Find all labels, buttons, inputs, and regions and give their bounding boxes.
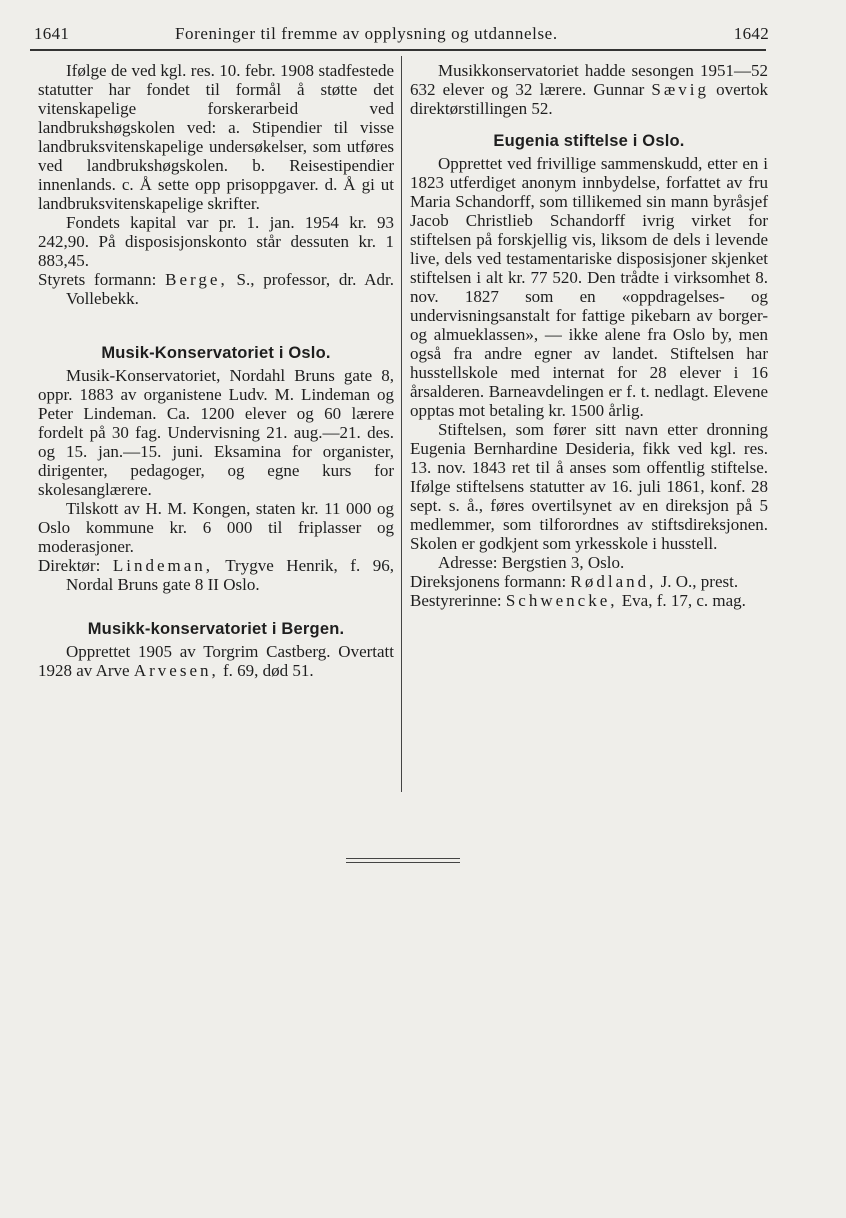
- oslo-director-paragraph: [38, 556, 394, 594]
- headmistress-name: Schwencke,: [505, 591, 618, 610]
- page-header: [30, 20, 769, 50]
- chairman-details: S., professor, dr. Adr. Vollebekk.: [66, 270, 394, 308]
- page-number-right: 1642: [733, 24, 769, 43]
- page-number-left: 1641: [34, 24, 70, 43]
- chairman-name: Berge,: [165, 270, 228, 289]
- running-title: Foreninger til fremme av opplysning og utdannelse.: [175, 24, 558, 43]
- headmistress-label: Bestyrerinne:: [410, 591, 506, 610]
- eugenia-headmistress-paragraph: [410, 591, 768, 610]
- continuation-text-end: overtok direktørstillingen 52.: [410, 80, 768, 118]
- board-chair-name: Rødland,: [570, 572, 657, 591]
- eugenia-history-paragraph: Opprettet ved frivillige sammenskudd, etter en i 1823 utferdiget anonym innbydelse, forfattet av fru Maria Schandorff, som tillikemed sin mann byråsjef Jacob Christlieb Schandorff ivrig virket for stiftelsen på forskjellig vis, liksom de dels i levende live, dels ved testamentariske disposisjoner skjenket stiftelsen i alt kr. 77 520. Den trådte i virksomhet 8. nov. 1827 som en «oppdragelses- og undervisningsanstalt for fattige pikebarn av borger- og almueklassen», — ikke alene fra Oslo by, men også fra andre egner av landet. Stiftelsen har husstellskole med internat for 28 elever i 16 årsalderen. Barneavdelingen er f. t. nedlagt. Elevene opptas mot betaling kr. 1500 årlig.: [410, 154, 768, 420]
- fund-capital-paragraph: Fondets kapital var pr. 1. jan. 1954 kr. 93 242,90. På disposisjonskonto står dessuten kr. 1 883,45.: [38, 213, 394, 270]
- bergen-person-name: Arvesen,: [133, 661, 219, 680]
- end-rule-top: [346, 858, 460, 859]
- eugenia-address: Adresse: Bergstien 3, Oslo.: [438, 553, 625, 572]
- section-heading-musikk-konservatoriet-bergen: Musikk-konservatoriet i Bergen.: [87, 620, 345, 638]
- fund-purpose-paragraph: Ifølge de ved kgl. res. 10. febr. 1908 stadfestede statutter har fondet til formål å støtte det vitenskapelige forskerarbeid ved landbrukshøgskolen ved: a. Stipendier til visse landbruksvitenskapelige undersøkelser, som utføres ved landbrukshøgskolen. b. Reisestipendier innenlands. c. Å sette opp prisoppgaver. d. Å gi ut landbruksvitenskapelige skrifter.: [38, 61, 394, 213]
- fund-chairman-paragraph: [38, 270, 394, 308]
- continuation-text-start: Musikkonservatoriet hadde sesongen 1951—52 632 elever og 32 lærere. Gunnar: [410, 61, 768, 99]
- chairman-label: Styrets formann:: [38, 270, 166, 289]
- director-details: Trygve Henrik, f. 96, Nordal Bruns gate 8 II Oslo.: [66, 556, 394, 594]
- section-heading-musik-konservatoriet-oslo: Musik-Konservatoriet i Oslo.: [101, 344, 331, 362]
- board-chair-label: Direksjonens formann:: [410, 572, 571, 591]
- left-column: [38, 61, 394, 680]
- section-heading-eugenia-stiftelse: Eugenia stiftelse i Oslo.: [493, 132, 685, 150]
- column-divider: [401, 56, 402, 792]
- director-label: Direktør:: [38, 556, 113, 575]
- eugenia-statutes-paragraph: Stiftelsen, som fører sitt navn etter dronning Eugenia Bernhardine Desideria, fikk ved kgl. res. 13. nov. 1843 ret til å anses som offentlig stiftelse. Ifølge stiftelsens statutter av 16. juli 1861, konf. 28 sept. s. å., føres overtilsynet av en direksjon på 5 medlemmer, som tilforordnes av stiftsdireksjonen. Skolen er godkjent som yrkesskole i husstell.: [410, 420, 768, 553]
- continuation-person-name: Sævig: [651, 80, 709, 99]
- bergen-text-end: f. 69, død 51.: [218, 661, 314, 680]
- bergen-text-start: Opprettet 1905 av Torgrim Castberg. Overtatt 1928 av Arve: [38, 642, 394, 680]
- bergen-continuation-paragraph: [410, 61, 768, 118]
- oslo-funding-paragraph: Tilskott av H. M. Kongen, staten kr. 11 000 og Oslo kommune kr. 6 000 til friplasser og moderasjoner.: [38, 499, 394, 556]
- headmistress-details: Eva, f. 17, c. mag.: [617, 591, 746, 610]
- oslo-conservatory-paragraph: Musik-Konservatoriet, Nordahl Bruns gate 8, oppr. 1883 av organistene Ludv. M. Lindeman og Peter Lindeman. Ca. 1200 elever og 60 lærere fordelt på 30 fag. Undervisning 21. aug.—21. des. og 15. jan.—15. juni. Eksamina for organister, dirigenter, pedagoger, og egne kurs for skolesanglærere.: [38, 366, 394, 499]
- header-rule: [30, 49, 766, 51]
- end-rule-bottom: [346, 862, 460, 863]
- bergen-conservatory-paragraph: [38, 642, 394, 680]
- director-name: Lindeman,: [112, 556, 214, 575]
- right-column: [410, 61, 768, 610]
- eugenia-board-chair-paragraph: [410, 572, 768, 591]
- board-chair-details: J. O., prest.: [656, 572, 739, 591]
